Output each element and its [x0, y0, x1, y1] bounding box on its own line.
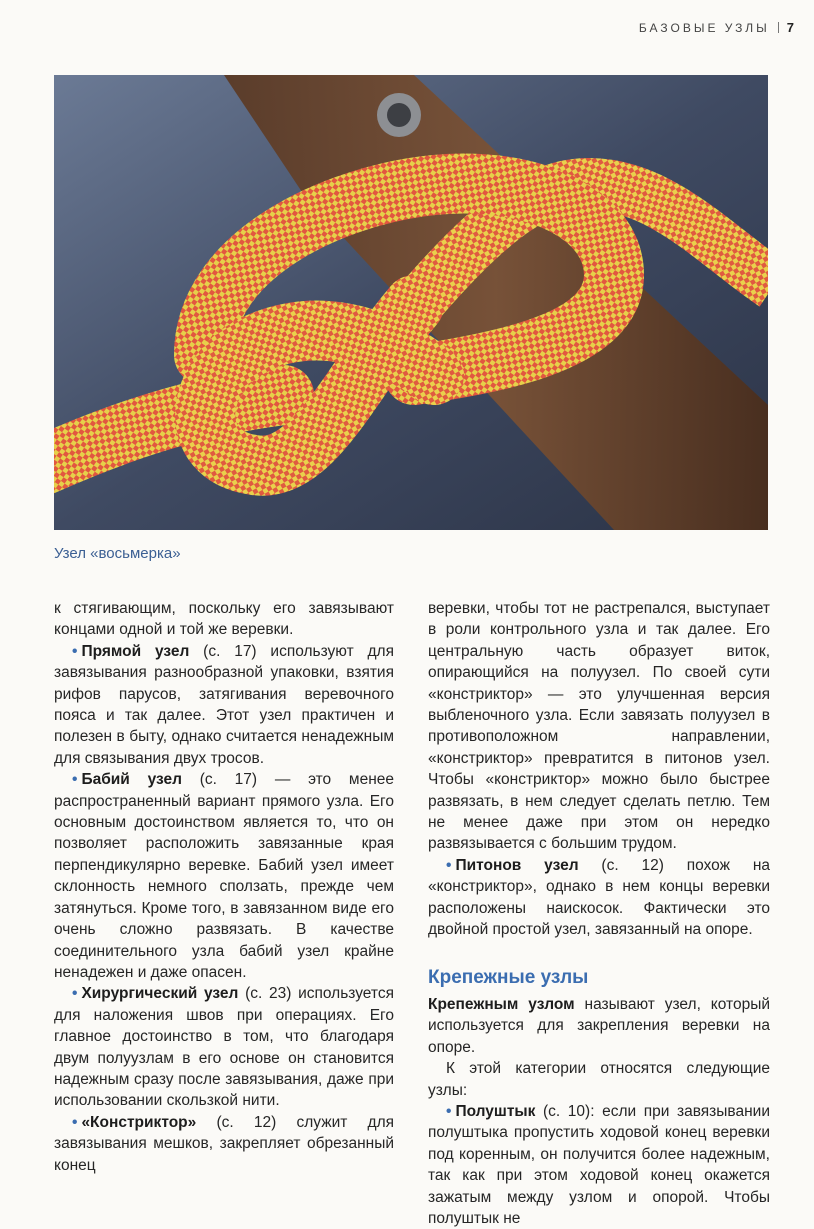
knot-illustration — [54, 75, 768, 530]
definition: (с. 23) используется для наложения швов при операциях. Его главное достоинство в том, что благодаря двум полуузлам в его основе он становится надежным сразу после завязывания, даже при использовании скользкой нити. — [54, 985, 394, 1110]
list-item — [54, 641, 394, 769]
definition: называют узел, который используется для закрепления веревки на опоре. — [428, 995, 770, 1056]
divider — [778, 22, 779, 33]
term: Питонов узел — [455, 856, 579, 874]
text-column-right — [428, 598, 770, 1229]
term: Прямой узел — [81, 642, 190, 660]
paragraph: веревки, чтобы тот не растрепался, выступает в роли контрольного узла и так далее. Его центральную часть образует виток, опирающийся на полуузел. По своей сути «констриктор» — это улучшенная версия выбленочного узла. Если завязать полуузел в противоположном направлении, «констриктор» превратится в питонов узел. Чтобы «констриктор» можно было быстрее развязать, в нем следует сделать петлю. Тем не менее даже при этом он нередко развязывается с большим трудом. — [428, 600, 770, 853]
term: Полуштык — [455, 1102, 536, 1120]
bullet: • — [446, 856, 452, 874]
text-column-left — [54, 598, 394, 1176]
running-head — [639, 20, 794, 35]
bullet: • — [72, 985, 78, 1003]
paragraph: к стягивающим, поскольку его завязывают концами одной и той же веревки. — [54, 600, 394, 639]
list-item — [428, 1101, 770, 1229]
paragraph: К этой категории относятся следующие узлы: — [428, 1060, 770, 1099]
definition: (с. 12) служит для завязывания мешков, закрепляет обрезанный конец — [54, 1113, 394, 1174]
bullet: • — [446, 1102, 452, 1120]
bullet: • — [72, 642, 78, 660]
section-title: БАЗОВЫЕ УЗЛЫ — [638, 20, 770, 35]
definition: (с. 17) используют для завязывания разнообразной упаковки, взятия рифов парусов, затягивания веревочного пояса и так далее. Этот узел практичен и полезен в быту, однако считается ненадежным для связывания двух тросов. — [54, 642, 394, 767]
bullet: • — [72, 1113, 78, 1131]
list-item — [54, 769, 394, 983]
term: Крепежным узлом — [428, 995, 575, 1013]
definition: (с. 17) — это менее распространенный вариант прямого узла. Его основным достоинством является то, что он позволяет расположить завязанные края перпендикулярно веревке. Бабий узел имеет склонность немного сползать, прежде чем затянуться. Кроме того, в завязанном виде его очень сложно развязать. В качестве соединительного узла бабий узел крайне ненадежен и даже опасен. — [54, 771, 394, 981]
page-number: 7 — [786, 20, 794, 35]
paragraph — [428, 994, 770, 1058]
section-heading: Крепежные узлы — [428, 966, 589, 988]
figure-eight-knot-photo — [54, 75, 768, 530]
term: Бабий узел — [81, 771, 182, 789]
term: «Констриктор» — [81, 1113, 197, 1131]
list-item — [54, 983, 394, 1111]
term: Хирургический узел — [81, 985, 239, 1003]
bullet: • — [72, 771, 78, 789]
definition: (с. 10): если при завязывании полуштыка пропустить ходовой конец веревки под коренным, он получится более надежным, так как при этом ходовой конец окажется зажатым между узлом и опорой. Чтобы полуштык не — [428, 1102, 770, 1227]
figure-caption: Узел «восьмерка» — [54, 545, 181, 562]
list-item — [428, 855, 770, 941]
list-item — [54, 1112, 394, 1176]
definition: (с. 12) похож на «констриктор», однако в нем концы веревки расположены наискосок. Фактически это двойной простой узел, завязанный на опоре. — [428, 856, 770, 939]
